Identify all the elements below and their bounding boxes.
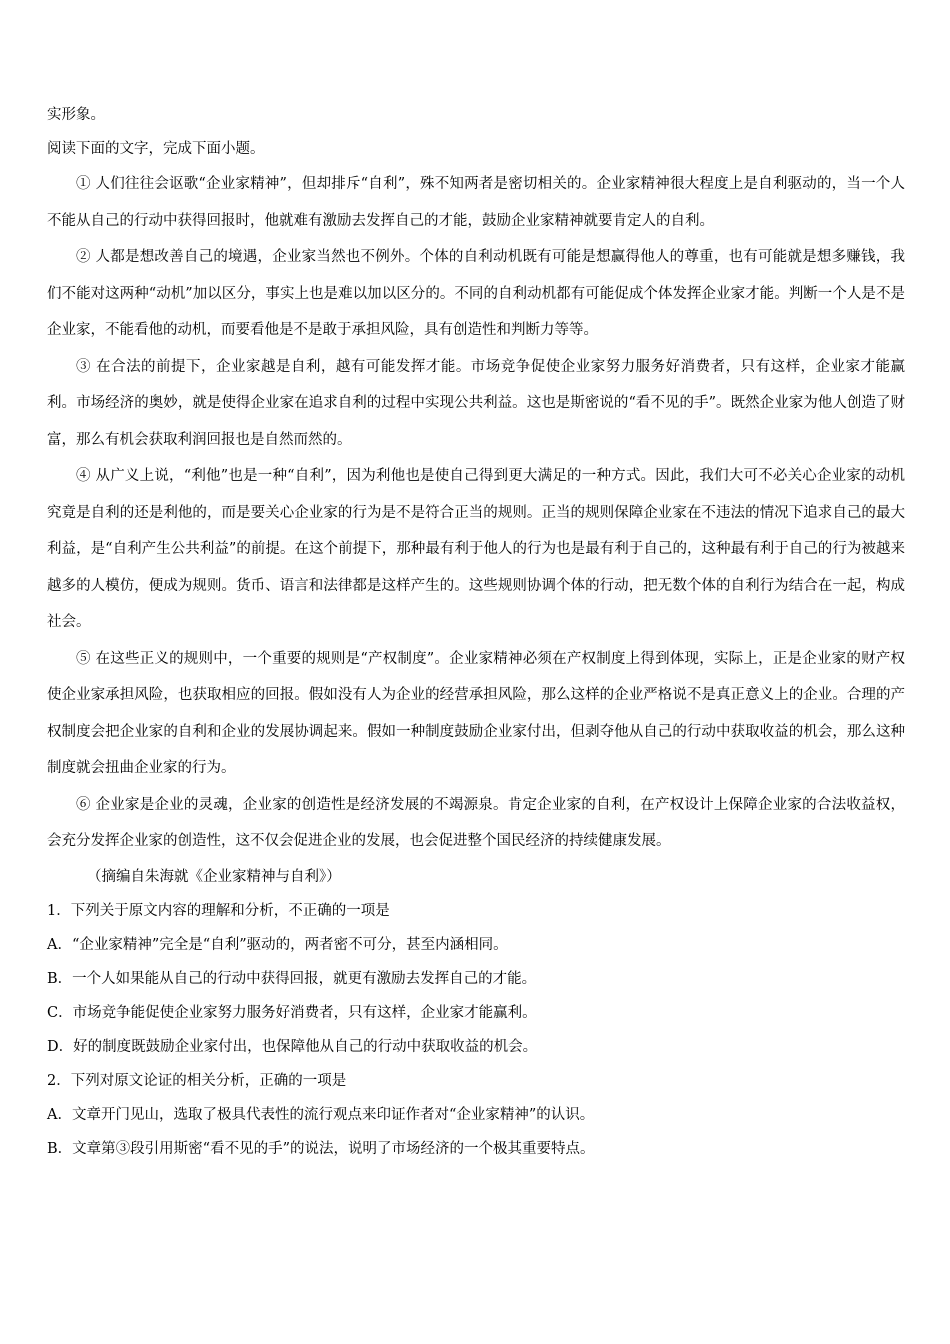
passage-paragraph-4: ④ 从广义上说，“利他”也是一种“自利”，因为利他也是使自己得到更大满足的一种方式。因此，我们大可不必关心企业家的动机究竟是自利的还是利他的，而是要关心企业家的行为是不是符合正当的规则。正当的规则保障企业家在不违法的情况下追求自己的最大利益，是“自利产生公共利益”的前提。在这个前提下，那种最有利于他人的行为也是最有利于自己的，这种最有利于自己的行为被越来越多的人模仿，便成为规则。货币、语言和法律都是这样产生的。这些规则协调个体的行动，把无数个体的自利行为结合在一起，构成社会。 <box>47 468 905 630</box>
document-page <box>47 98 905 1166</box>
passage-paragraph-6: ⑥ 企业家是企业的灵魂，企业家的创造性是经济发展的不竭源泉。肯定企业家的自利，在产权设计上保障企业家的合法收益权，会充分发挥企业家的创造性，这不仅会促进企业的发展，也会促进整个国民经济的持续健康发展。 <box>47 796 905 849</box>
question-1-option-d: D．好的制度既鼓励企业家付出，也保障他从自己的行动中获取收益的机会。 <box>47 1038 538 1055</box>
passage-paragraph-3: ③ 在合法的前提下，企业家越是自利，越有可能发挥才能。市场竞争促使企业家努力服务好消费者，只有这样，企业家才能赢利。市场经济的奥妙，就是使得企业家在追求自利的过程中实现公共利益。这也是斯密说的“看不见的手”。既然企业家为他人创造了财富，那么有机会获取利润回报也是自然而然的。 <box>47 358 905 448</box>
passage-paragraph-2: ② 人都是想改善自己的境遇，企业家当然也不例外。个体的自利动机既有可能是想赢得他人的尊重，也有可能就是想多赚钱，我们不能对这两种“动机”加以区分，事实上也是难以加以区分的。不同的自利动机都有可能促成个体发挥企业家才能。判断一个人是不是企业家，不能看他的动机，而要看他是不是敢于承担风险，具有创造性和判断力等等。 <box>47 249 905 338</box>
question-1-option-b: B．一个人如果能从自己的行动中获得回报，就更有激励去发挥自己的才能。 <box>47 970 537 987</box>
passage-paragraph-5: ⑤ 在这些正义的规则中，一个重要的规则是“产权制度”。企业家精神必须在产权制度上得到体现，实际上，正是企业家的财产权使企业家承担风险，也获取相应的回报。假如没有人为企业的经营承担风险，那么这样的企业严格说不是真正意义上的企业。合理的产权制度会把企业家的自利和企业的发展协调起来。假如一种制度鼓励企业家付出，但剥夺他从自己的行动中获取收益的机会，那么这种制度就会扭曲企业家的行为。 <box>47 650 905 776</box>
question-2-stem: 2．下列对原文论证的相关分析，正确的一项是 <box>47 1072 347 1089</box>
question-1-stem: 1．下列关于原文内容的理解和分析，不正确的一项是 <box>47 902 390 919</box>
continuation-text: 实形象。 <box>47 107 105 123</box>
question-2-option-a: A．文章开门见山，选取了极具代表性的流行观点来印证作者对“企业家精神”的认识。 <box>47 1106 595 1123</box>
question-1-option-a: A．“企业家精神”完全是“自利”驱动的，两者密不可分，甚至内涵相同。 <box>47 936 508 953</box>
question-1-option-c: C．市场竞争能促使企业家努力服务好消费者，只有这样，企业家才能赢利。 <box>47 1004 537 1021</box>
passage-paragraph-1: ① 人们往往会讴歌“企业家精神”，但却排斥“自利”，殊不知两者是密切相关的。企业家精神很大程度上是自利驱动的，当一个人不能从自己的行动中获得回报时，他就难有激励去发挥自己的才能，鼓励企业家精神就要肯定人的自利。 <box>47 176 905 229</box>
reading-instruction: 阅读下面的文字，完成下面小题。 <box>47 141 265 157</box>
passage-source: （摘编自朱海就《企业家精神与自利》） <box>87 868 341 885</box>
question-2-option-b: B．文章第③段引用斯密“看不见的手”的说法，说明了市场经济的一个极其重要特点。 <box>47 1140 595 1157</box>
